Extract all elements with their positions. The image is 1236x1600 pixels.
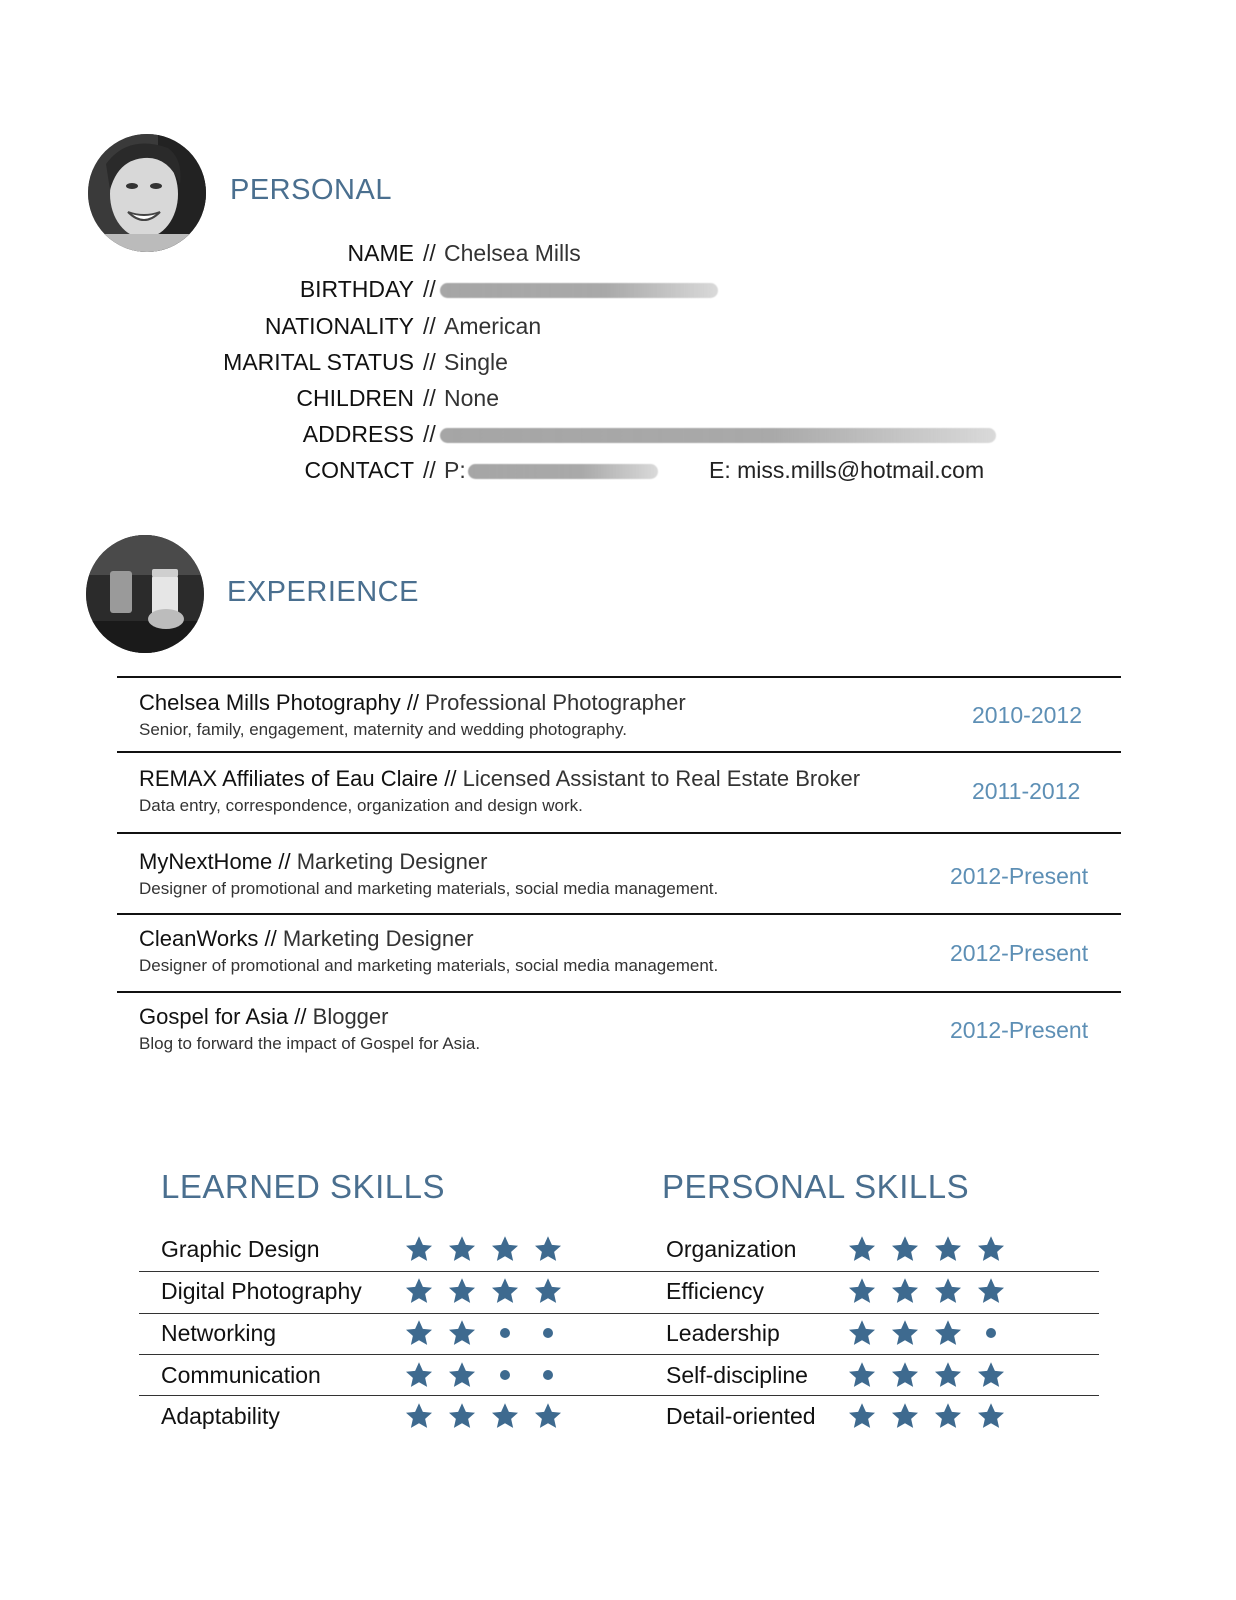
info-row-children (0, 385, 1236, 415)
skill-rating (397, 1276, 569, 1306)
info-value: None (444, 385, 499, 411)
star-icon (397, 1360, 440, 1390)
skill-rating (397, 1318, 569, 1348)
skill-name: Self-discipline (666, 1362, 808, 1388)
info-label: NAME (347, 240, 414, 266)
personal-skills-title: PERSONAL SKILLS (662, 1168, 970, 1205)
job-company: Chelsea Mills Photography (139, 690, 401, 715)
star-icon (883, 1318, 926, 1348)
redaction-mark (440, 428, 996, 443)
email-address[interactable]: E: miss.mills@hotmail.com (709, 457, 985, 483)
info-label: MARITAL STATUS (223, 349, 414, 375)
star-icon (397, 1318, 440, 1348)
skill-name: Digital Photography (161, 1278, 362, 1304)
skill-divider (139, 1313, 609, 1314)
star-icon (840, 1234, 883, 1264)
info-row-address (0, 421, 1236, 451)
skill-divider (139, 1354, 609, 1355)
job-company: MyNextHome (139, 849, 273, 874)
job-separator: // (438, 766, 463, 791)
job-company: REMAX Affiliates of Eau Claire (139, 766, 439, 791)
skill-rating (840, 1276, 1012, 1306)
info-label: BIRTHDAY (299, 276, 414, 302)
job-description: Designer of promotional and marketing materials, social media management. (139, 879, 719, 898)
star-icon (840, 1276, 883, 1306)
job-description: Designer of promotional and marketing materials, social media management. (139, 956, 719, 975)
skill-divider (139, 1395, 609, 1396)
star-icon (840, 1318, 883, 1348)
redaction-mark (440, 283, 718, 298)
info-row-contact (0, 457, 1236, 487)
star-icon (926, 1360, 969, 1390)
dot-icon (526, 1318, 569, 1348)
job-company: Gospel for Asia (139, 1004, 289, 1029)
job-separator: // (258, 926, 283, 951)
job-years: 2010-2012 (972, 702, 1082, 728)
info-label: NATIONALITY (264, 313, 414, 339)
phone-label: P: (444, 457, 466, 483)
dot-icon (483, 1318, 526, 1348)
skill-rating (840, 1234, 1012, 1264)
star-icon (883, 1234, 926, 1264)
star-icon (440, 1276, 483, 1306)
star-icon (883, 1276, 926, 1306)
dot-icon (526, 1360, 569, 1390)
info-separator: // (423, 385, 436, 411)
skill-name: Graphic Design (161, 1236, 320, 1262)
dot-icon (483, 1360, 526, 1390)
job-years: 2012-Present (950, 940, 1089, 966)
star-icon (526, 1401, 569, 1431)
table-divider (117, 751, 1121, 753)
info-separator: // (423, 240, 436, 266)
star-icon (483, 1234, 526, 1264)
experience-section-title: EXPERIENCE (227, 576, 419, 608)
info-row-name (0, 240, 1236, 270)
skill-name: Leadership (666, 1320, 780, 1346)
info-label: ADDRESS (302, 421, 414, 447)
job-years: 2012-Present (950, 863, 1089, 889)
info-value: American (444, 313, 542, 339)
table-divider (117, 832, 1121, 834)
star-icon (969, 1234, 1012, 1264)
learned-skills-title: LEARNED SKILLS (161, 1168, 445, 1205)
skill-divider (609, 1271, 1099, 1272)
info-row-marital-status (0, 349, 1236, 379)
table-divider (117, 676, 1121, 678)
skill-rating (840, 1318, 1012, 1348)
info-value: Chelsea Mills (444, 240, 581, 266)
info-separator: // (423, 457, 436, 483)
skill-rating (397, 1401, 569, 1431)
job-years: 2011-2012 (972, 778, 1081, 804)
skill-divider (609, 1354, 1099, 1355)
job-separator: // (272, 849, 297, 874)
star-icon (440, 1234, 483, 1264)
info-row-nationality (0, 313, 1236, 343)
info-separator: // (423, 421, 436, 447)
job-description: Senior, family, engagement, maternity and wedding photography. (139, 720, 627, 739)
star-icon (397, 1234, 440, 1264)
job-separator: // (400, 690, 426, 715)
job-role: Marketing Designer (296, 849, 488, 874)
star-icon (926, 1234, 969, 1264)
job-role: Professional Photographer (425, 690, 686, 715)
experience-photo (86, 535, 204, 653)
table-divider (117, 913, 1121, 915)
personal-section-title: PERSONAL (230, 174, 392, 206)
star-icon (440, 1318, 483, 1348)
star-icon (397, 1276, 440, 1306)
star-icon (969, 1360, 1012, 1390)
skill-name: Communication (161, 1362, 321, 1388)
star-icon (440, 1401, 483, 1431)
skill-divider (609, 1395, 1099, 1396)
star-icon (969, 1401, 1012, 1431)
info-separator: // (423, 276, 436, 302)
star-icon (926, 1401, 969, 1431)
star-icon (883, 1360, 926, 1390)
skill-name: Efficiency (666, 1278, 765, 1304)
job-years: 2012-Present (950, 1017, 1089, 1043)
star-icon (483, 1276, 526, 1306)
skill-name: Detail-oriented (666, 1403, 816, 1429)
info-separator: // (423, 349, 436, 375)
star-icon (440, 1360, 483, 1390)
job-role: Marketing Designer (282, 926, 474, 951)
job-description: Data entry, correspondence, organization and design work. (139, 796, 583, 815)
info-row-birthday (0, 276, 1236, 306)
star-icon (483, 1401, 526, 1431)
info-label: CHILDREN (296, 385, 414, 411)
star-icon (926, 1276, 969, 1306)
skill-name: Networking (161, 1320, 277, 1346)
skill-rating (397, 1360, 569, 1390)
star-icon (840, 1360, 883, 1390)
skill-rating (397, 1234, 569, 1264)
star-icon (397, 1401, 440, 1431)
job-company: CleanWorks (139, 926, 259, 951)
profile-photo (88, 134, 206, 252)
info-value: Single (444, 349, 508, 375)
job-separator: // (288, 1004, 313, 1029)
skill-divider (609, 1313, 1099, 1314)
job-role: Licensed Assistant to Real Estate Broker (462, 766, 861, 791)
job-description: Blog to forward the impact of Gospel for Asia. (139, 1034, 481, 1053)
skill-rating (840, 1360, 1012, 1390)
info-label: CONTACT (304, 457, 414, 483)
dot-icon (969, 1318, 1012, 1348)
info-separator: // (423, 313, 436, 339)
star-icon (926, 1318, 969, 1348)
star-icon (969, 1276, 1012, 1306)
star-icon (883, 1401, 926, 1431)
redaction-mark (468, 464, 658, 479)
skill-name: Adaptability (161, 1403, 280, 1429)
star-icon (526, 1276, 569, 1306)
star-icon (526, 1234, 569, 1264)
skill-divider (139, 1271, 609, 1272)
skill-name: Organization (666, 1236, 797, 1262)
star-icon (840, 1401, 883, 1431)
skill-rating (840, 1401, 1012, 1431)
table-divider (117, 991, 1121, 993)
job-role: Blogger (312, 1004, 389, 1029)
